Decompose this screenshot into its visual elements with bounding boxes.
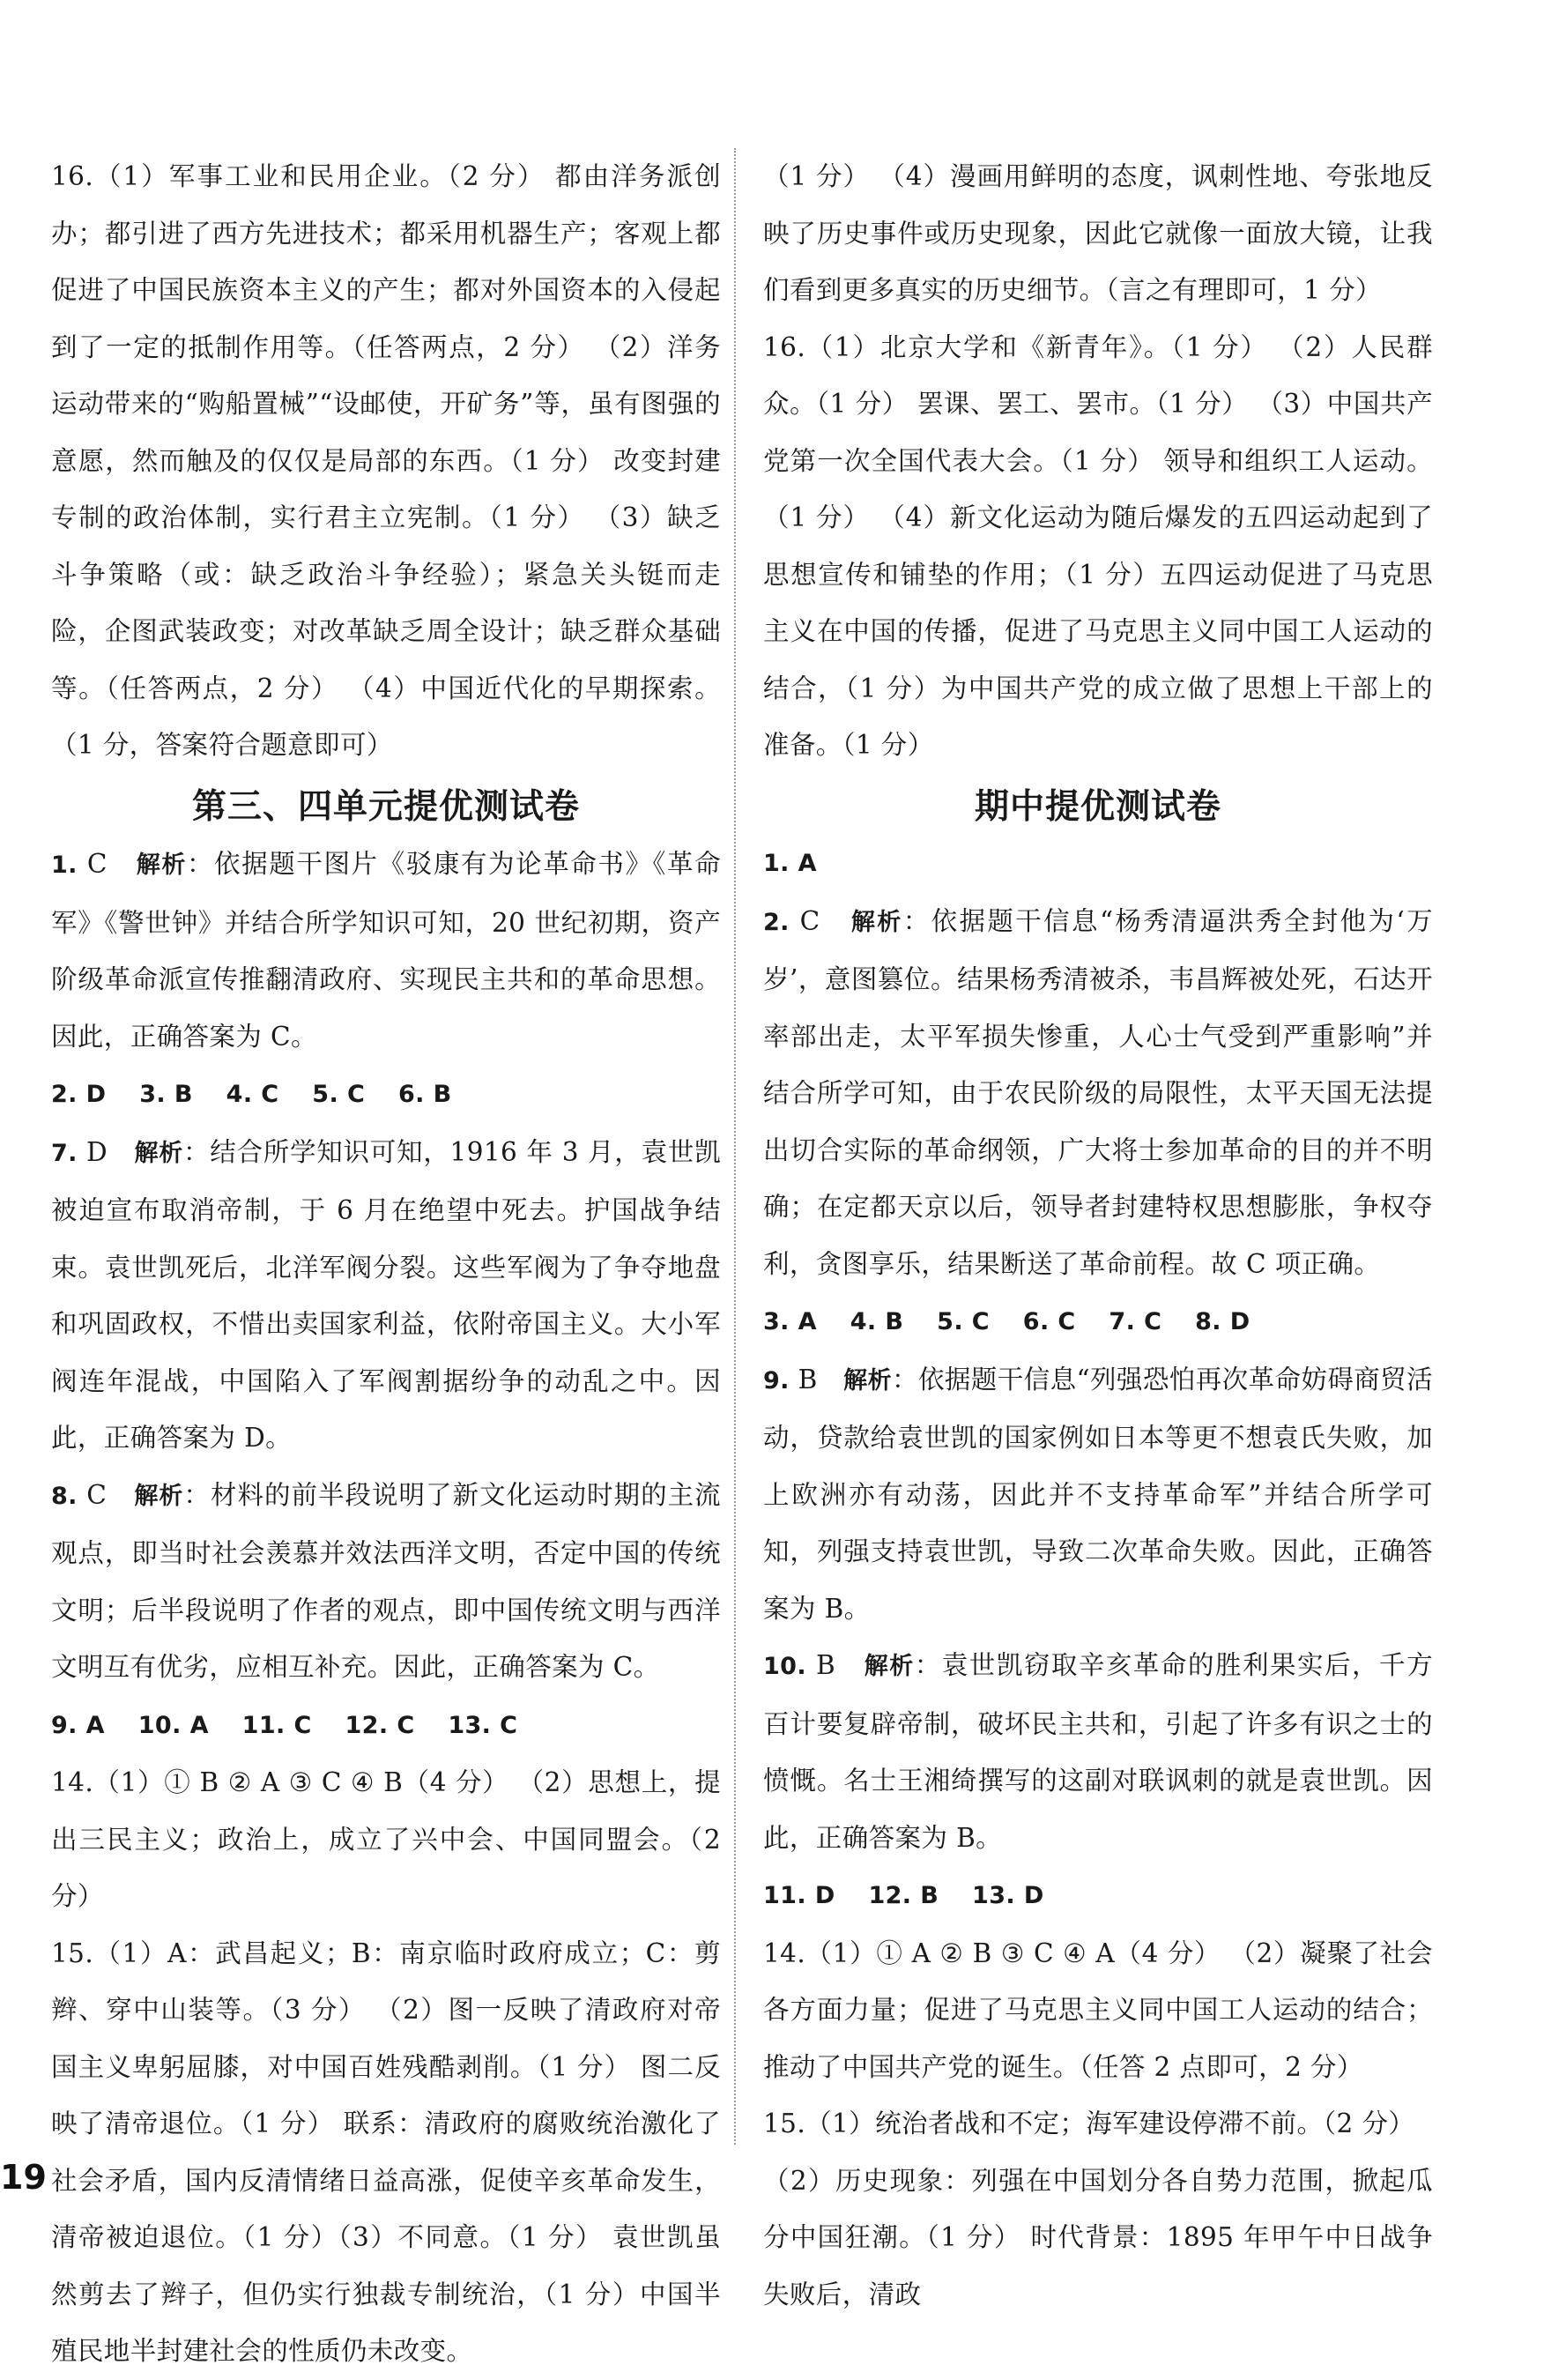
analysis-text: ：依据题干图片《驳康有为论革命书》《革命军》《警世钟》并结合所学知识可知，20 世纪初期，资产阶级革命派宣传推翻清政府、实现民主共和的革命思想。因此，正确答案为 C。 bbox=[51, 849, 721, 1052]
analysis-label: 解析 bbox=[136, 852, 187, 879]
answer-item: 9. A bbox=[51, 1711, 105, 1739]
answer-choice: C bbox=[86, 1479, 108, 1510]
question-number: 2. bbox=[763, 908, 790, 936]
answer-choice: C bbox=[86, 849, 108, 879]
left-q7-answer bbox=[51, 1124, 721, 1467]
right-q15-continuation: （1 分） （4）漫画用鲜明的态度，讽刺性地、夸张地反映了历史事件或历史现象，因此它就像一面放大镜，让我们看到更多真实的历史细节。（言之有理即可，1 分） bbox=[763, 161, 1433, 305]
answer-item: 11. D bbox=[763, 1882, 835, 1909]
analysis-text: ：依据题干信息“杨秀清逼洪秀全封他为‘万岁’，意图篡位。结果杨秀清被杀，韦昌辉被处死，石达开率部出走，太平军损失惨重，人心士气受到严重影响”并结合所学可知，由于农民阶级的局限性，太平天国无法提出切合实际的革命纲领，广大将士参加革命的目的并不明确；在定都天京以后，领导者封建特权思想膨胀，争权夺利，贪图享乐，结果断送了革命前程。故 C 项正确。 bbox=[763, 905, 1433, 1279]
left-answers-row-2-6 bbox=[51, 1065, 721, 1124]
analysis-text: ：材料的前半段说明了新文化运动时期的主流观点，即当时社会羡慕并效法西洋文明，否定中国的传统文明；后半段说明了作者的观点，即中国传统文明与西洋文明互有优劣，应相互补充。因此，正确答案为 C。 bbox=[51, 1479, 721, 1682]
question-number: 9. bbox=[763, 1366, 790, 1395]
right-q15-part1: 15.（1）统治者战和不定；海军建设停滞不前。（2 分） bbox=[763, 2109, 1415, 2138]
analysis-label: 解析 bbox=[843, 1366, 893, 1395]
left-q1-answer bbox=[51, 836, 721, 1065]
right-q10-answer bbox=[763, 1637, 1433, 1866]
answer-choice: C bbox=[799, 905, 820, 936]
answer-item: 3. B bbox=[139, 1081, 193, 1108]
right-q14-answer: 14.（1）① A ② B ③ C ④ A（4 分） （2）凝聚了社会各方面力量；促进了马克思主义同中国工人运动的结合；推动了中国共产党的诞生。（任答 2 点即可，2 分） bbox=[763, 1937, 1433, 2082]
question-number: 7. bbox=[51, 1139, 78, 1167]
analysis-label: 解析 bbox=[134, 1482, 184, 1510]
analysis-label: 解析 bbox=[850, 908, 903, 936]
answer-item: 12. B bbox=[868, 1882, 939, 1909]
answer-item: 5. C bbox=[312, 1081, 366, 1108]
left-q8-answer bbox=[51, 1467, 721, 1696]
analysis-text: ：袁世凯窃取辛亥革命的胜利果实后，千方百计要复辟帝制，破坏民主共和，引起了许多有识之士的愤慨。名士王湘绮撰写的这副对联讽刺的就是袁世凯。因此，正确答案为 B。 bbox=[763, 1650, 1433, 1853]
left-answers-row-9-13 bbox=[51, 1696, 721, 1755]
answer-item: 5. C bbox=[937, 1308, 990, 1335]
binding-gutter-marks bbox=[0, 141, 12, 2168]
left-q15-answer: 15.（1）A：武昌起义；B：南京临时政府成立；C：剪辫、穿中山装等。（3 分） （2）图一反映了清政府对帝国主义卑躬屈膝，对中国百姓残酷剥削。（1 分） 图二反映了清帝退位。（1 分） 联系：清政府的腐败统治激化了社会矛盾，国内反清情绪日益高涨，促使辛亥革命发生，清帝被迫退位。（1 分）（3）不同意。（1 分） 袁世凯虽然剪去了辫子，但仍实行独裁专制统治，（1 分）中国半殖民地半封建社会的性质仍未改变。 bbox=[51, 1937, 721, 2366]
question-number: 1. bbox=[51, 852, 78, 879]
analysis-label: 解析 bbox=[134, 1139, 183, 1167]
answer-item: 12. C bbox=[345, 1711, 415, 1739]
answer-item: 6. C bbox=[1022, 1308, 1076, 1335]
answer-item: 13. D bbox=[972, 1882, 1044, 1909]
answer-item: 13. C bbox=[448, 1711, 518, 1739]
right-q15-part2: （2）历史现象：列强在中国划分各自势力范围，掀起瓜分中国狂潮。（1 分） 时代背景：1895 年甲午中日战争失败后，清政 bbox=[763, 2165, 1433, 2309]
answer-choice: D bbox=[85, 1136, 108, 1167]
right-q1-answer: 1. A bbox=[763, 850, 817, 877]
right-answers-row-11-13 bbox=[763, 1866, 1433, 1925]
question-number: 8. bbox=[51, 1482, 78, 1510]
answer-choice: B bbox=[798, 1364, 818, 1395]
section-title-midterm: 期中提优测试卷 bbox=[974, 786, 1221, 827]
left-q14-answer: 14.（1）① B ② A ③ C ④ B（4 分） （2）思想上，提出三民主义；政治上，成立了兴中会、中国同盟会。（2 分） bbox=[51, 1767, 721, 1911]
right-q16-answer: 16.（1）北京大学和《新青年》。（1 分） （2）人民群众。（1 分） 罢课、罢工、罢市。（1 分） （3）中国共产党第一次全国代表大会。（1 分） 领导和组织工人运动。（1 分） （4）新文化运动为随后爆发的五四运动起到了思想宣传和铺垫的作用；（1 分）五四运动促进了马克思主义在中国的传播，促进了马克思主义同中国工人运动的结合，（1 分）为中国共产党的成立做了思想上干部上的准备。（1 分） bbox=[763, 331, 1433, 760]
analysis-text: ：依据题干信息“列强恐怕再次革命妨碍商贸活动，贷款给袁世凯的国家例如日本等更不想袁氏失败，加上欧洲亦有动荡，因此并不支持革命军”并结合所学可知，列强支持袁世凯，导致二次革命失败。因此，正确答案为 B。 bbox=[763, 1364, 1433, 1624]
section-title-unit3-4: 第三、四单元提优测试卷 bbox=[191, 786, 580, 827]
page-number: 19 bbox=[0, 2158, 47, 2197]
answer-item: 7. C bbox=[1109, 1308, 1162, 1335]
answer-item: 8. D bbox=[1195, 1308, 1250, 1335]
answer-item: 11. C bbox=[241, 1711, 312, 1739]
answer-item: 3. A bbox=[763, 1308, 817, 1335]
left-column bbox=[51, 148, 721, 2380]
answer-item: 10. A bbox=[137, 1711, 209, 1739]
question-number: 10. bbox=[763, 1653, 807, 1680]
right-q9-answer bbox=[763, 1351, 1433, 1638]
column-divider bbox=[734, 148, 736, 2145]
answer-item: 6. B bbox=[397, 1081, 452, 1108]
right-q2-answer bbox=[763, 893, 1433, 1293]
right-column bbox=[763, 148, 1433, 2323]
answer-item: 4. C bbox=[226, 1081, 279, 1108]
right-answers-row-3-8 bbox=[763, 1292, 1433, 1351]
answer-choice: B bbox=[815, 1650, 836, 1680]
analysis-label: 解析 bbox=[864, 1653, 915, 1680]
left-q16-answer: 16.（1）军事工业和民用企业。（2 分） 都由洋务派创办；都引进了西方先进技术；都采用机器生产；客观上都促进了中国民族资本主义的产生；都对外国资本的入侵起到了一定的抵制作用等。（任答两点，2 分） （2）洋务运动带来的“购船置械”“设邮使，开矿务”等，虽有图强的意愿，然而触及的仅仅是局部的东西。（1 分） 改变封建专制的政治体制，实行君主立宪制。（1 分） （3）缺乏斗争策略（或：缺乏政治斗争经验）；紧急关头铤而走险，企图武装政变；对改革缺乏周全设计；缺乏群众基础等。（任答两点，2 分） （4）中国近代化的早期探索。（1 分，答案符合题意即可） bbox=[51, 161, 721, 760]
analysis-text: ：结合所学知识可知，1916 年 3 月，袁世凯被迫宣布取消帝制，于 6 月在绝望中死去。护国战争结束。袁世凯死后，北洋军阀分裂。这些军阀为了争夺地盘和巩固政权，不惜出卖国家利益，依附帝国主义。大小军阀连年混战，中国陷入了军阀割据纷争的动乱之中。因此，正确答案为 D。 bbox=[51, 1136, 721, 1453]
answer-item: 4. B bbox=[850, 1308, 904, 1335]
answer-item: 2. D bbox=[51, 1081, 107, 1108]
